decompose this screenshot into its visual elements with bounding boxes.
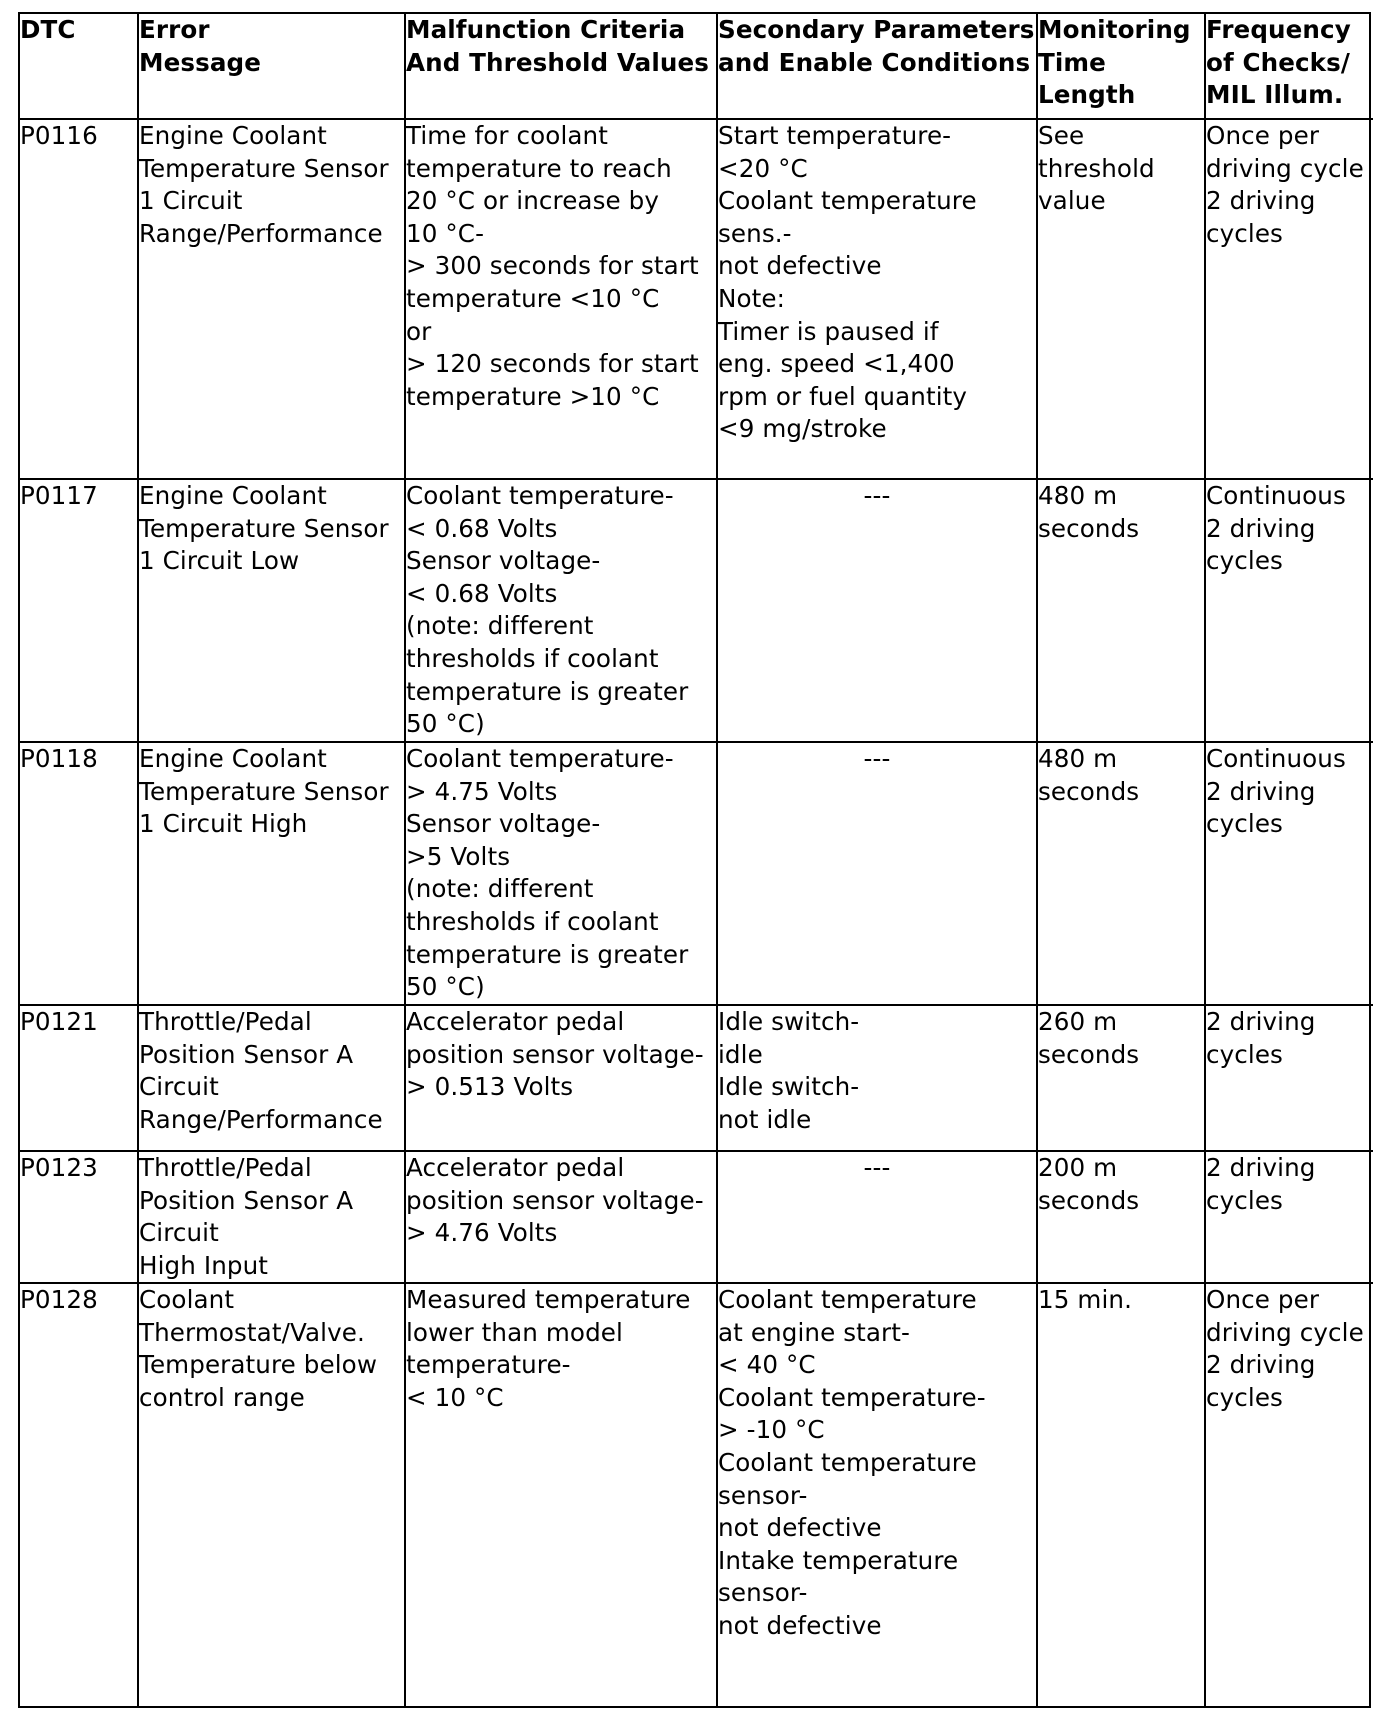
header-frequency: Frequency of Checks/ MIL Illum.: [1206, 14, 1373, 120]
row-frequency: Continuous 2 driving cycles: [1206, 743, 1373, 1006]
row-malfunction: Coolant temperature- > 4.75 Volts Sensor voltage- >5 Volts (note: different thresholds if coolant temperature is greater 50 °C): [406, 743, 718, 1006]
row-frequency: 2 driving cycles: [1206, 1006, 1373, 1152]
dtc-table: [18, 12, 1371, 1708]
row-frequency: Once per driving cycle 2 driving cycles: [1206, 1285, 1364, 1412]
row-secondary: ---: [718, 743, 1038, 1006]
row-frequency: Once per driving cycle 2 driving cycles: [1206, 120, 1373, 480]
header-secondary-parameters: Secondary Parameters and Enable Conditions: [718, 14, 1038, 120]
row-error-message: Engine Coolant Temperature Sensor 1 Circuit Low: [139, 480, 406, 743]
row-dtc: P0121: [20, 1006, 139, 1152]
row-secondary: Idle switch- idle Idle switch- not idle: [718, 1006, 1038, 1152]
header-dtc: DTC: [20, 14, 139, 120]
row-error-message: Throttle/Pedal Position Sensor A Circuit Range/Performance: [139, 1006, 406, 1152]
row-secondary: Start temperature- <20 °C Coolant temperature sens.- not defective Note: Timer is paused if eng. speed <1,400 rpm or fuel quantity <9 mg/stroke: [718, 120, 1038, 480]
row-monitoring: 480 m seconds: [1038, 480, 1206, 743]
row-malfunction: Measured temperature lower than model temperature- < 10 °C: [406, 1284, 718, 1706]
row-monitoring: 260 m seconds: [1038, 1006, 1206, 1152]
row-secondary: ---: [718, 480, 1038, 743]
row-malfunction: Coolant temperature- < 0.68 Volts Sensor voltage- < 0.68 Volts (note: different thresholds if coolant temperature is greater 50 °C): [406, 480, 718, 743]
row-error-message: Engine Coolant Temperature Sensor 1 Circuit High: [139, 743, 406, 1006]
row-monitoring: See threshold value: [1038, 120, 1206, 480]
row-dtc: P0117: [20, 480, 139, 743]
row-error-message: Coolant Thermostat/Valve. Temperature below control range: [139, 1284, 406, 1706]
row-dtc: P0128: [20, 1284, 139, 1706]
row-malfunction: Accelerator pedal position sensor voltage- > 0.513 Volts: [406, 1006, 718, 1152]
row-secondary: Coolant temperature at engine start- < 40 °C Coolant temperature- > -10 °C Coolant temperature sensor- not defective Intake temperature sensor- not defective: [718, 1284, 1038, 1706]
row-dtc: P0123: [20, 1152, 139, 1284]
header-malfunction-criteria: Malfunction Criteria And Threshold Values: [406, 14, 718, 120]
row-monitoring: 15 min.: [1038, 1284, 1206, 1706]
row-malfunction: Time for coolant temperature to reach 20 °C or increase by 10 °C- > 300 seconds for start temperature <10 °C or > 120 seconds for start temperature >10 °C: [406, 120, 718, 480]
row-frequency: Continuous 2 driving cycles: [1206, 480, 1373, 743]
row-dtc: P0116: [20, 120, 139, 480]
row-monitoring: 200 m seconds: [1038, 1152, 1206, 1284]
row-monitoring: 480 m seconds: [1038, 743, 1206, 1006]
row-error-message: Throttle/Pedal Position Sensor A Circuit High Input: [139, 1152, 406, 1284]
row-dtc: P0118: [20, 743, 139, 1006]
row-frequency: 2 driving cycles: [1206, 1152, 1373, 1284]
header-monitoring-time: Monitoring Time Length: [1038, 14, 1206, 120]
header-error-message: Error Message: [139, 14, 406, 120]
row-error-message: Engine Coolant Temperature Sensor 1 Circuit Range/Performance: [139, 120, 406, 480]
row-malfunction: Accelerator pedal position sensor voltage- > 4.76 Volts: [406, 1152, 718, 1284]
row-secondary: ---: [718, 1152, 1038, 1284]
